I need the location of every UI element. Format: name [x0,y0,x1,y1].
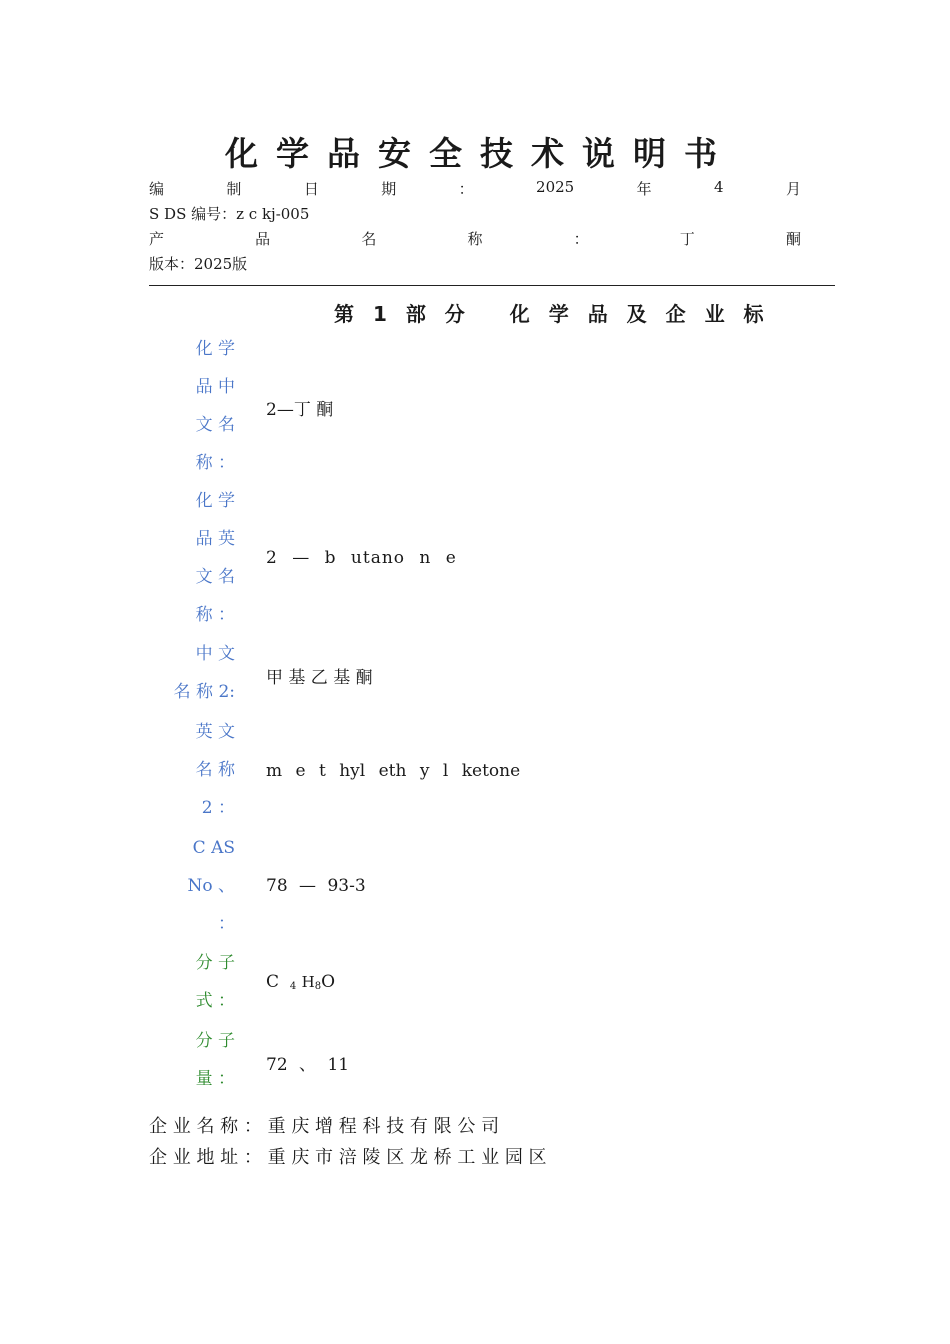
label-line: 2 ： [201,798,235,818]
label-line: 文 名 [195,415,235,435]
product-colon: ： [573,230,589,248]
date-colon: ： [458,180,474,198]
company-name: 企 业 名 称 ： 重 庆 增 程 科 技 有 限 公 司 [149,1116,500,1137]
sds-number: S DS 编号：z c kj-005 [149,205,310,223]
label-line: 分 子 [195,953,235,973]
field-label-mol-weight [145,1022,235,1098]
label-line: 英 文 [195,722,235,742]
section-1-title: 第 1 部 分 化 学 品 及 企 业 标 [334,302,770,326]
date-month: 4 [714,178,724,196]
label-line: 品 中 [195,377,235,397]
document-title: 化学品安全技术说明书 [225,134,735,173]
field-label-formula [145,944,235,1020]
month-char: 月 [785,180,801,198]
field-value-formula [266,972,335,992]
year-char: 年 [636,180,652,198]
field-value-cn-name-2: 甲 基 乙 基 酮 [266,668,373,688]
field-label-cn-name [145,330,235,482]
label-line: 名 称 2: [173,682,235,702]
header-divider [149,285,835,286]
label-line: 化 学 [195,491,235,511]
formula-o: O [321,972,336,992]
label-line: 式 ： [195,991,235,1011]
formula-h: H [301,973,315,991]
label-line: 分 子 [195,1031,235,1051]
formula-h-count: 8 [314,981,322,992]
field-value-mol-weight: 72 、 11 [266,1055,350,1075]
label-line: 量 ： [195,1069,235,1089]
company-address: 企 业 地 址 ： 重 庆 市 涪 陵 区 龙 桥 工 业 园 区 [149,1147,547,1168]
version-line: 版本：2025版 [149,255,248,273]
formula-c-count: 4 [289,981,297,992]
label-line: 名 称 [195,760,235,780]
date-label-char-4: 期 [381,180,397,198]
field-value-cas: 78 — 93-3 [266,876,366,896]
product-name-char-1: 丁 [679,230,695,248]
label-line: 中 文 [195,644,235,664]
label-line: 文 名 [195,567,235,587]
product-name-char-2: 酮 [785,230,801,248]
date-label-char-3: 日 [303,180,319,198]
field-label-en-name [145,482,235,634]
field-value-en-name: 2 — b utano n e [266,548,457,568]
date-label-char-1: 编 [149,180,165,198]
label-line: C AS [192,838,235,858]
field-label-en-name-2 [145,713,235,827]
label-line: No 、 [187,876,235,896]
product-label-char-4: 称 [467,230,483,248]
product-label-char-1: 产 [149,230,165,248]
field-label-cn-name-2 [145,635,235,711]
label-line: 品 英 [195,529,235,549]
label-line: 化 学 [195,339,235,359]
field-label-cas [145,829,235,943]
product-label-char-3: 名 [361,230,377,248]
date-label-char-2: 制 [226,180,242,198]
label-line: ： [218,914,235,934]
field-value-en-name-2: m e t hyl eth y l ketone [266,761,521,781]
label-line: 称 ： [195,605,235,625]
product-label-char-2: 品 [255,230,271,248]
label-line: 称 ： [195,453,235,473]
formula-c: C [266,972,280,992]
date-year: 2025 [536,178,575,196]
product-name-row [149,228,801,249]
field-value-cn-name: 2—丁 酮 [266,400,334,420]
compile-date-row [149,178,801,199]
